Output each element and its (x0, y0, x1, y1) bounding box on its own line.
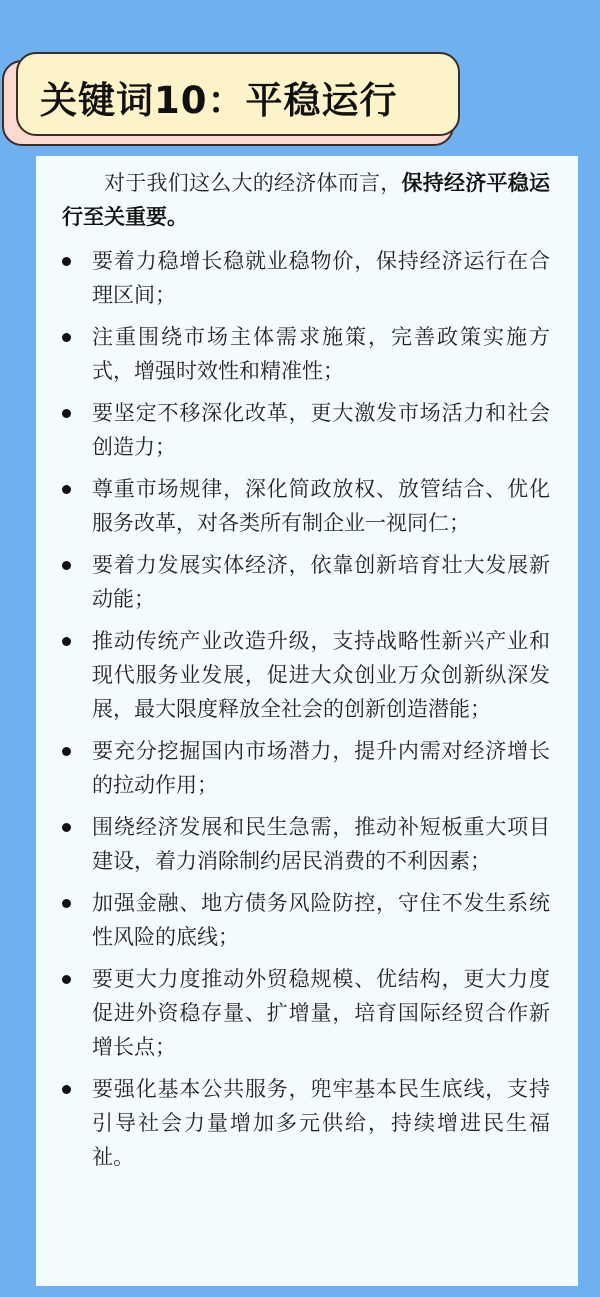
intro-lead: 对于我们这么大的经济体而言， (104, 171, 402, 195)
bullet-icon (62, 637, 71, 646)
content-card (36, 156, 578, 1286)
list-item-text: 尊重市场规律，深化简政放权、放管结合、优化服务改革，对各类所有制企业一视同仁； (92, 477, 550, 535)
bullet-icon (62, 1085, 71, 1094)
list-item (62, 624, 550, 726)
list-item (62, 810, 550, 878)
list-item-text: 要着力稳增长稳就业稳物价，保持经济运行在合理区间； (92, 249, 550, 307)
list-item-text: 要强化基本公共服务，兜牢基本民生底线，支持引导社会力量增加多元供给，持续增进民生福祉。 (92, 1077, 550, 1169)
bullet-icon (62, 747, 71, 756)
list-item (62, 320, 550, 388)
list-item-text: 要充分挖掘国内市场潜力，提升内需对经济增长的拉动作用； (92, 739, 550, 797)
list-item-text: 要着力发展实体经济，依靠创新培育壮大发展新动能； (92, 553, 550, 611)
bullet-icon (62, 561, 71, 570)
list-item (62, 472, 550, 540)
list-item (62, 962, 550, 1064)
list-item-text: 加强金融、地方债务风险防控，守住不发生系统性风险的底线； (92, 891, 550, 949)
bullet-icon (62, 257, 71, 266)
bullet-icon (62, 975, 71, 984)
list-item (62, 1072, 550, 1174)
bullet-icon (62, 899, 71, 908)
list-item-text: 注重围绕市场主体需求施策，完善政策实施方式，增强时效性和精准性； (92, 325, 550, 383)
list-item-text: 要坚定不移深化改革，更大激发市场活力和社会创造力； (92, 401, 550, 459)
list-item (62, 886, 550, 954)
page-title: 关键词10：平稳运行 (40, 79, 398, 122)
bullet-icon (62, 823, 71, 832)
list-item-text: 围绕经济发展和民生急需，推动补短板重大项目建设，着力消除制约居民消费的不利因素； (92, 815, 550, 873)
bullet-icon (62, 409, 71, 418)
list-item (62, 244, 550, 312)
list-item (62, 396, 550, 464)
title-banner (16, 52, 460, 136)
bullet-icon (62, 333, 71, 342)
list-item (62, 734, 550, 802)
list-item (62, 548, 550, 616)
intro-emphasis: 保持经济平稳运行至关重要。 (62, 171, 550, 229)
list-item-text: 要更大力度推动外贸稳规模、优结构，更大力度促进外资稳存量、扩增量，培育国际经贸合作新增长点； (92, 967, 550, 1059)
intro-paragraph (62, 166, 550, 234)
bullet-icon (62, 485, 71, 494)
key-points-list (62, 244, 550, 1174)
list-item-text: 推动传统产业改造升级，支持战略性新兴产业和现代服务业发展，促进大众创业万众创新纵深发展，最大限度释放全社会的创新创造潜能； (92, 629, 550, 721)
